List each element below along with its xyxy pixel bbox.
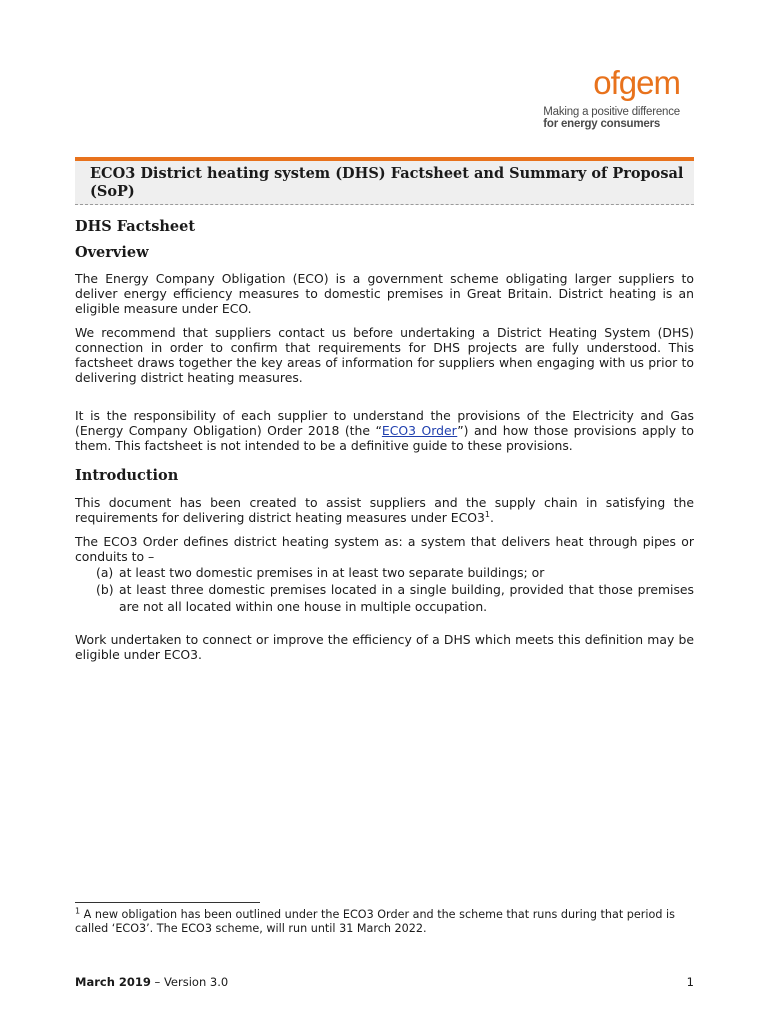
ofgem-logo [543,66,680,130]
eco3-order-link[interactable]: ECO3 Order [381,423,458,438]
overview-paragraph-3-end: ”) and how those provisions apply to them. This factsheet is not intended to be a definitive guide to these provisions. [75,423,694,453]
logo-tagline-line1: Making a positive difference [543,106,680,118]
footer-date: March 2019 [75,975,151,989]
intro-paragraph-1-text: This document has been created to assist suppliers and the supply chain in satisfying the requirements for delivering district heating measures under ECO3 [75,495,694,525]
list-item-number: (a) [96,565,114,580]
page-number: 1 [686,975,694,989]
document-title: ECO3 District heating system (DHS) Factsheet and Summary of Proposal (SoP) [90,165,684,200]
overview-paragraph-3 [75,408,694,453]
definition-list [75,564,694,615]
main-content [75,218,694,662]
overview-paragraph-2: We recommend that suppliers contact us before undertaking a District Heating System (DHS) connection in order to confirm that requirements for DHS projects are fully understood. This factsheet draws together the key areas of information for suppliers when engaging with us prior to delivering district heating measures. [75,325,694,385]
list-item-number: (b) [96,582,114,597]
list-item-text: at least two domestic premises in at least two separate buildings; or [119,565,545,580]
logo-wordmark: ofgem [593,64,680,101]
intro-paragraph-3: Work undertaken to connect or improve the efficiency of a DHS which meets this definition may be eligible under ECO3. [75,632,694,662]
intro-paragraph-1 [75,495,694,525]
page-footer [75,975,694,989]
intro-paragraph-1-end: . [490,510,494,525]
title-banner [75,157,694,205]
footnote-ref[interactable]: 1 [484,509,491,519]
footnote [75,908,694,936]
overview-paragraph-3-start: It is the responsibility of each supplier to understand the provisions of the Electricity and Gas (Energy Company Obligation) Order 2018 (the “ [75,408,694,438]
list-item [75,581,694,615]
footnote-text: A new obligation has been outlined under the ECO3 Order and the scheme that runs during that period is called ‘ECO3’. The ECO3 scheme, will run until 31 March 2022. [75,908,675,935]
list-item-text: at least three domestic premises located in a single building, provided that those premises are not all located within one house in multiple occupation. [119,582,694,614]
overview-paragraph-1: The Energy Company Obligation (ECO) is a government scheme obligating larger suppliers to deliver energy efficiency measures to domestic premises in Great Britain. District heating is an eligible measure under ECO. [75,271,694,316]
intro-paragraph-2: The ECO3 Order defines district heating system as: a system that delivers heat through pipes or conduits to – [75,534,694,564]
footnote-number: 1 [75,906,81,916]
factsheet-heading: DHS Factsheet [75,218,196,235]
footer-date-version [75,975,228,989]
footer-version: – Version 3.0 [150,975,229,989]
footnote-divider [75,902,260,903]
logo-tagline-line2: for energy consumers [543,118,661,130]
overview-heading: Overview [75,244,149,261]
introduction-heading: Introduction [75,467,179,484]
list-item [75,564,694,581]
